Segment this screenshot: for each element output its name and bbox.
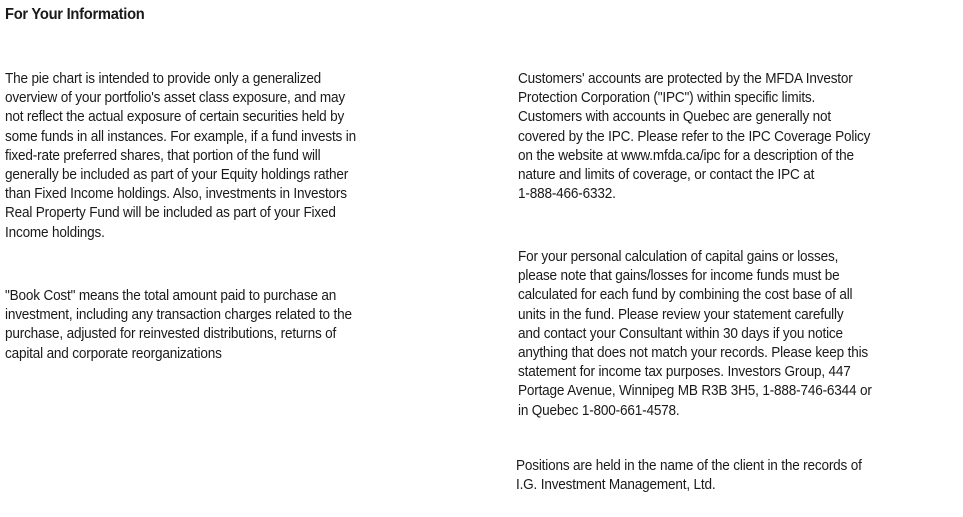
page-title: For Your Information — [5, 6, 145, 23]
book-cost-note: "Book Cost" means the total amount paid to purchase an investment, including any transaction charges related to the purchase, adjusted for reinvested distributions, returns of capital and corporate reorganizations — [5, 287, 352, 362]
positions-note: Positions are held in the name of the client in the records of I.G. Investment Management, Ltd. — [516, 457, 862, 494]
mfda-protection-note: Customers' accounts are protected by the MFDA Investor Protection Corporation ("IPC") within specific limits. Customers with accounts in Quebec are generally not covered by the IPC. Please refer to the IPC Coverage Policy on the website at www.mfda.ca/ipc for a description of the nature and limits of coverage, or contact the IPC at 1-888-466-6332. — [518, 70, 871, 203]
pie-chart-note: The pie chart is intended to provide only a generalized overview of your portfolio's asset class exposure, and may not reflect the actual exposure of certain securities held by some funds in all instances. For example, if a fund invests in fixed-rate preferred shares, that portion of the fund will generally be included as part of your Equity holdings rather than Fixed Income holdings. Also, investments in Investors Real Property Fund will be included as part of your Fixed Income holdings. — [5, 70, 356, 241]
capital-gains-note: For your personal calculation of capital gains or losses, please note that gains/losses for income funds must be calculated for each fund by combining the cost base of all units in the fund. Please review your statement carefully and contact your Consultant within 30 days if you notice anything that does not match your records. Please keep this statement for income tax purposes. Investors Group, 447 Portage Avenue, Winnipeg MB R3B 3H5, 1-888-746-6344 or in Quebec 1-800-661-4578. — [518, 248, 872, 419]
